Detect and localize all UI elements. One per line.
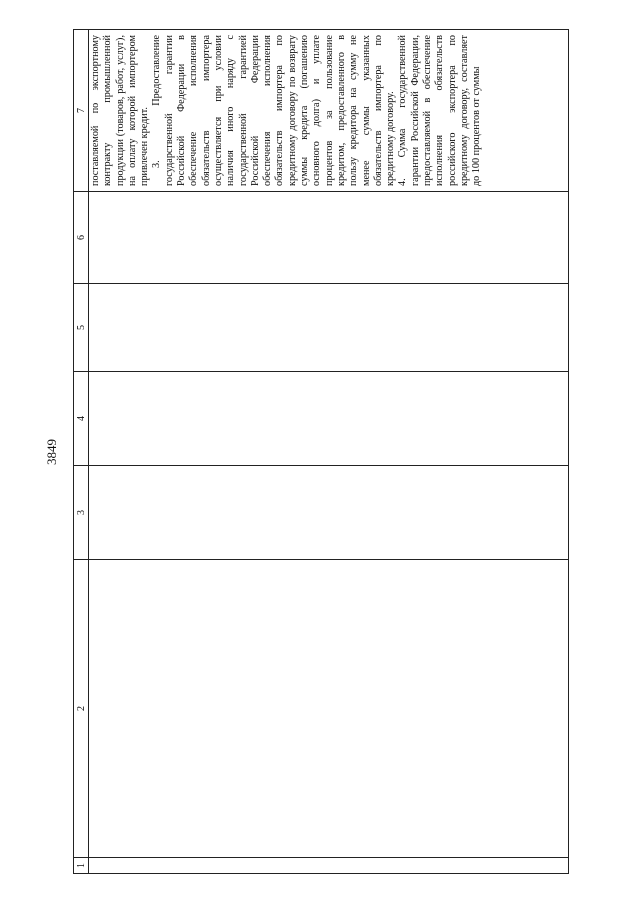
column-header-3: 3 bbox=[74, 466, 89, 560]
cell-col-7 bbox=[89, 30, 569, 192]
table-header-row bbox=[74, 30, 89, 874]
paragraph-4-guarantee-amount: 4. Сумма государственной гарантии Российской Федерации, предоставляемой в обеспечение исполнения обязательств российского экспортера по кредитному договору, составляет до 100 процентов от суммы bbox=[397, 35, 483, 186]
column-header-7: 7 bbox=[74, 30, 89, 192]
paragraph-export-contract: поставляемой по экспортному контракту промышленной продукции (товаров, работ, услуг), на оплату которой импортером привлечен кредит. bbox=[90, 35, 151, 186]
cell-col-5 bbox=[89, 284, 569, 372]
cell-col-2 bbox=[89, 560, 569, 858]
column-header-1: 1 bbox=[74, 858, 89, 874]
column-header-5: 5 bbox=[74, 284, 89, 372]
document-table bbox=[73, 29, 569, 874]
cell-col-3 bbox=[89, 466, 569, 560]
cell-col-1 bbox=[89, 858, 569, 874]
cell-col-6 bbox=[89, 192, 569, 284]
cell-col-4 bbox=[89, 372, 569, 466]
column-header-2: 2 bbox=[74, 560, 89, 858]
column-header-6: 6 bbox=[74, 192, 89, 284]
paragraph-3-guarantee-conditions: 3. Предоставление государственной гарантии Российской Федерации в обеспечение исполнения обязательств импортера осуществляется при условии наличия иного наряду с государственной гарантией Российской Федерации обеспечения исполнения обязательств импортера по кредитному договору по возврату суммы кредита (погашению основного долга) и уплате процентов за пользование кредитом, предоставленного в пользу кредитора на сумму не менее суммы указанных обязательств импортера по кредитному договору. bbox=[151, 35, 397, 186]
column-header-4: 4 bbox=[74, 372, 89, 466]
table-row bbox=[89, 30, 569, 874]
rotated-table-container bbox=[73, 30, 569, 874]
page-number: 3849 bbox=[44, 439, 59, 465]
